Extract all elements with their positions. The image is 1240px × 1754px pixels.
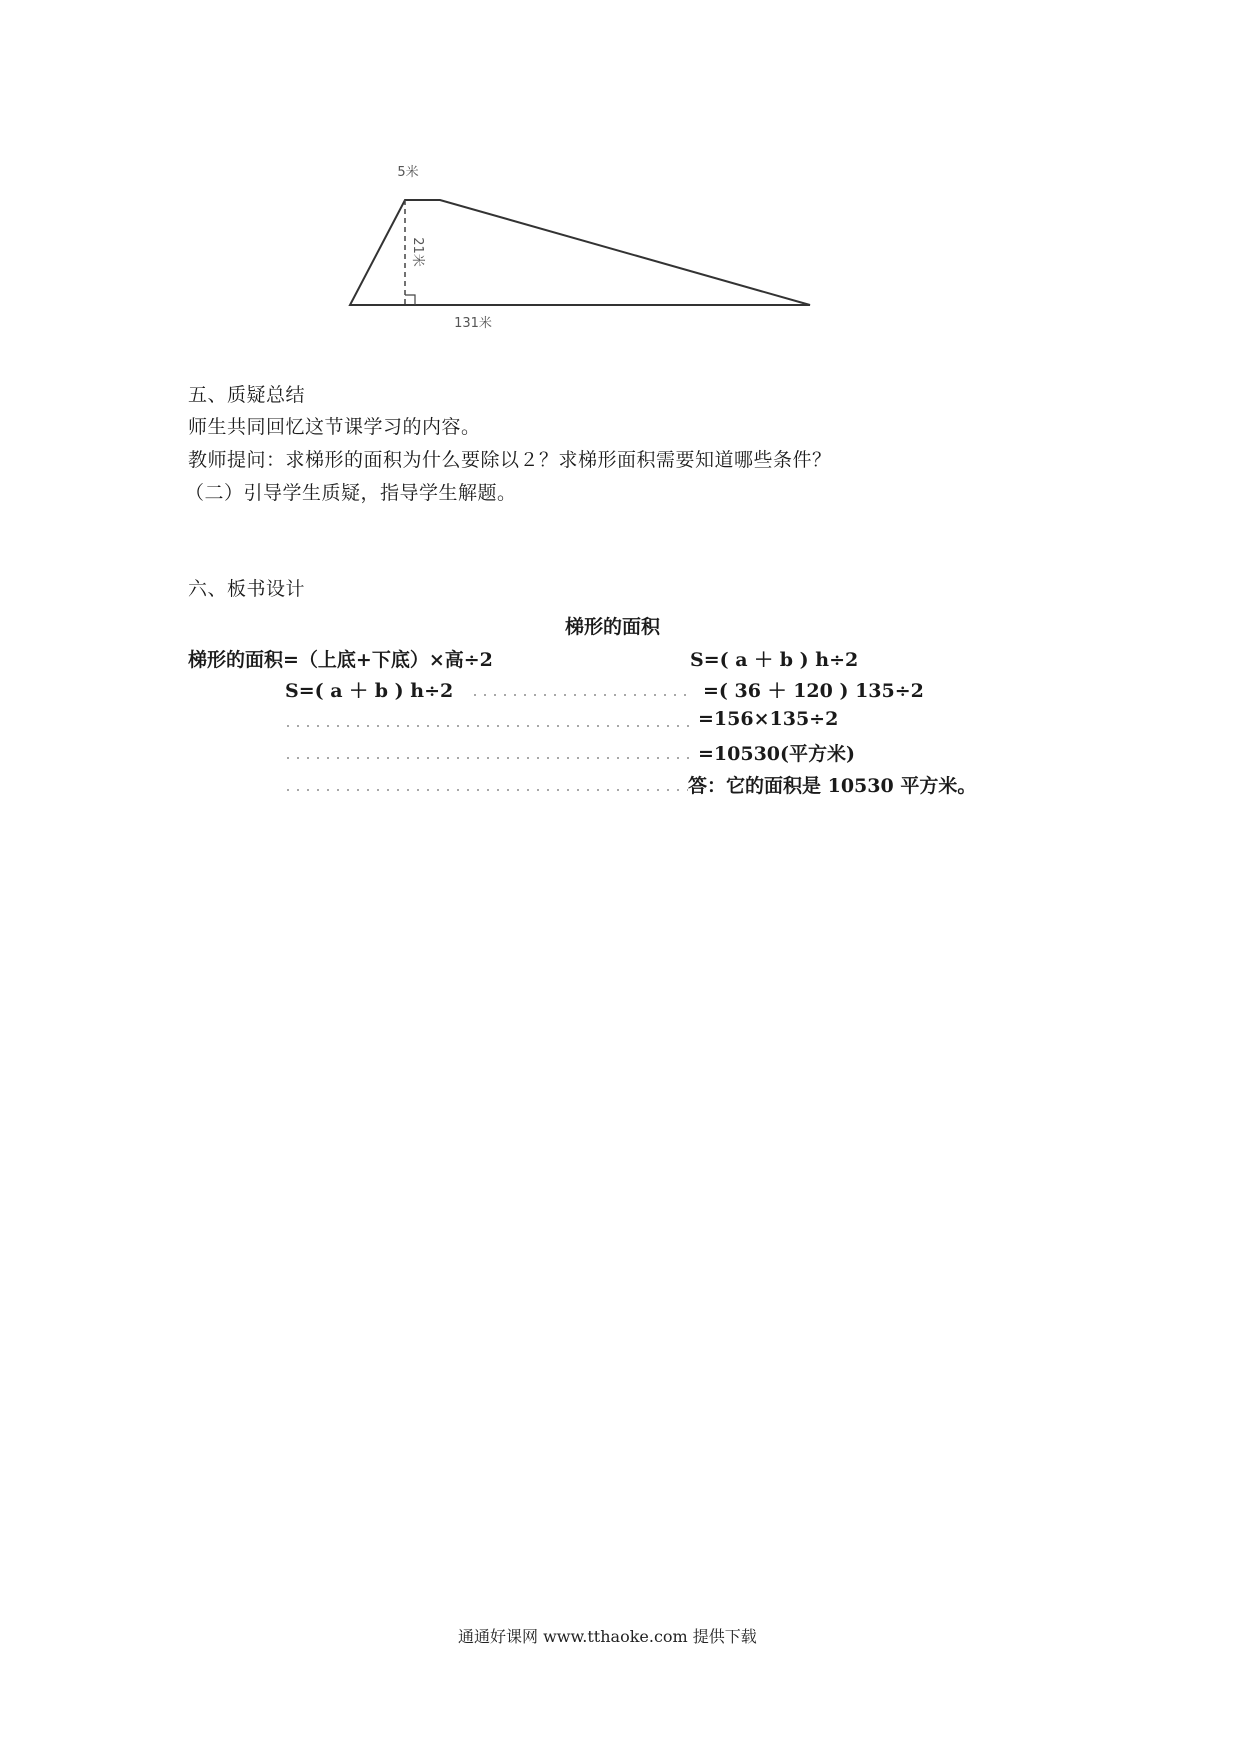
top-base-label: 5米 bbox=[397, 165, 419, 180]
board-formula-right: S=( a ＋ b ) h÷2 bbox=[690, 649, 859, 671]
section5-line-3: （二）引导学生质疑，指导学生解题。 bbox=[185, 482, 517, 504]
section5-line-2: 教师提问：求梯形的面积为什么要除以２？求梯形面积需要知道哪些条件？ bbox=[188, 449, 832, 471]
board-formula-letters: S=( a ＋ b ) h÷2 bbox=[285, 680, 454, 702]
board-step-3: =10530(平方米) bbox=[698, 743, 856, 765]
dotted-leader-1 bbox=[470, 694, 690, 696]
board-title: 梯形的面积 bbox=[565, 616, 661, 638]
footer-credit: 通通好课网 www.tthaoke.com 提供下载 bbox=[458, 1627, 757, 1646]
dotted-leader-3 bbox=[283, 757, 693, 759]
board-answer: 答：它的面积是 10530 平方米。 bbox=[688, 775, 977, 797]
height-label: 21米 bbox=[410, 237, 425, 267]
board-formula-words: 梯形的面积=（上底+下底）×高÷2 bbox=[188, 649, 493, 671]
section5-line-1: 师生共同回忆这节课学习的内容。 bbox=[188, 416, 481, 438]
trapezoid-figure bbox=[340, 150, 820, 340]
section6-heading: 六、板书设计 bbox=[188, 578, 306, 600]
dotted-leader-4 bbox=[283, 789, 688, 791]
section5-heading: 五、质疑总结 bbox=[188, 384, 306, 406]
right-angle-mark bbox=[405, 295, 415, 305]
board-step-2: =156×135÷2 bbox=[698, 708, 839, 730]
bottom-base-label: 131米 bbox=[454, 316, 492, 331]
dotted-leader-2 bbox=[283, 725, 693, 727]
board-step-1: =( 36 ＋ 120 ) 135÷2 bbox=[703, 680, 924, 702]
